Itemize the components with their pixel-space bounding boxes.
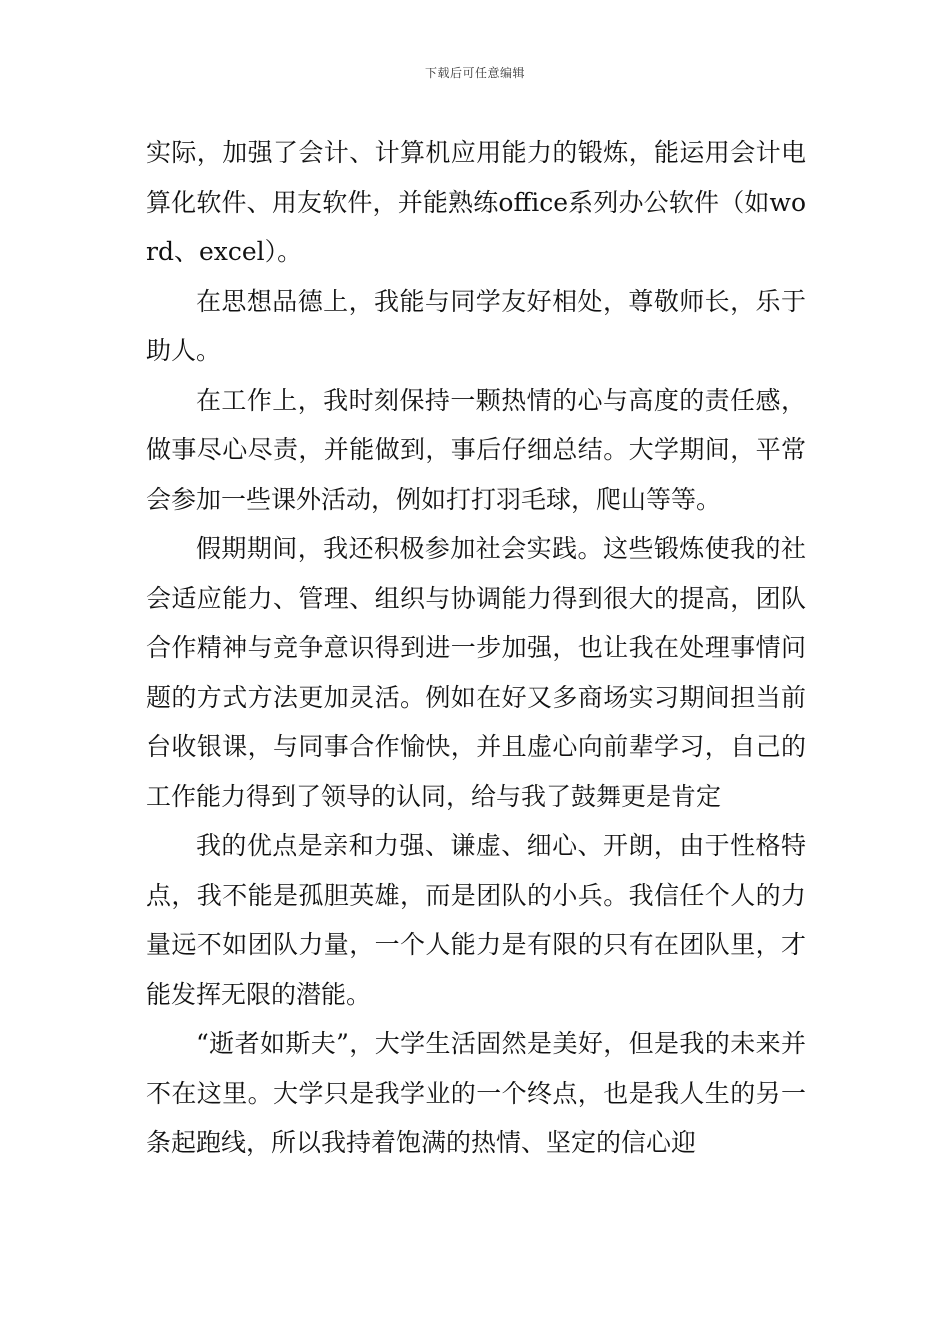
paragraph-social-practice: 假期期间，我还积极参加社会实践。这些锻炼使我的社会适应能力、管理、组织与协调能力得到很大的提高，团队合作精神与竞争意识得到进一步加强，也让我在处理事情问题的方式方法更加灵活。例如在好又多商场实习期间担当前台收银课，与同事合作愉快，并且虚心向前辈学习，自己的工作能力得到了领导的认同，给与我了鼓舞更是肯定 [146,534,806,811]
paragraph-work: 在工作上，我时刻保持一颗热情的心与高度的责任感，做事尽心尽责，并能做到，事后仔细总结。大学期间，平常会参加一些课外活动，例如打打羽毛球，爬山等等。 [146,385,806,514]
paragraph-future: “逝者如斯夫”，大学生活固然是美好，但是我的未来并不在这里。大学只是我学业的一个终点，也是我人生的另一条起跑线，所以我持着饱满的热情、坚定的信心迎 [146,1029,806,1157]
document-body [146,128,806,1168]
paragraph-morality: 在思想品德上，我能与同学友好相处，尊敬师长，乐于助人。 [146,286,806,365]
paragraph-strengths: 我的优点是亲和力强、谦虚、细心、开朗，由于性格特点，我不能是孤胆英雄，而是团队的小兵。我信任个人的力量远不如团队力量，一个人能力是有限的只有在团队里，才能发挥无限的潜能。 [146,831,806,1009]
paragraph-skills-continuation: 实际，加强了会计、计算机应用能力的锻炼，能运用会计电算化软件、用友软件，并能熟练office系列办公软件（如word、excel）。 [146,138,806,266]
header-note: 下载后可任意编辑 [424,66,525,80]
